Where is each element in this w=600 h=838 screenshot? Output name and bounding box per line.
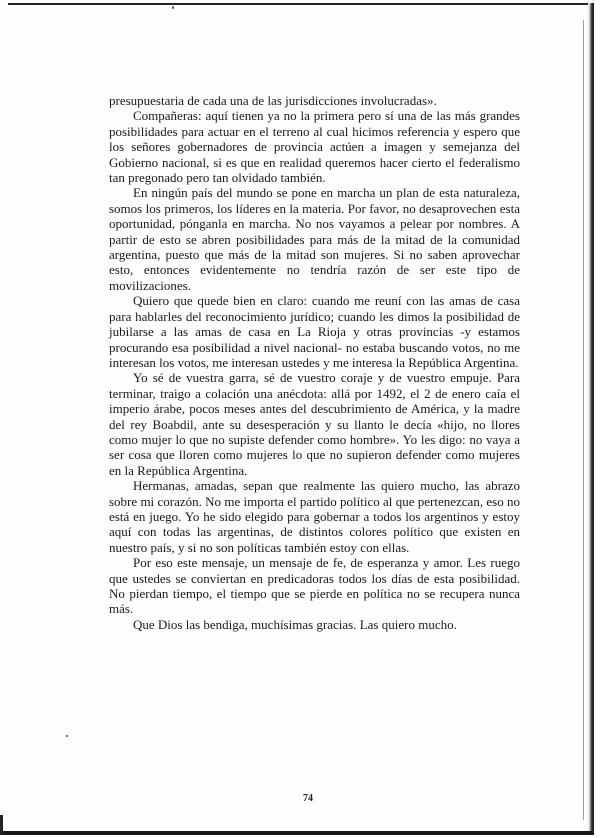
- paragraph: Compañeras: aquí tienen ya no la primera pero sí una de las más grandes posibilidades para actuar en el terreno al cual hicimos referencia y espero que los señores gobernadores de provincia actúen a imagen y semejanza del Gobierno nacional, si es que en realidad queremos hacer cierto el federalismo tan pregonado pero tan olvidado también.: [109, 108, 520, 186]
- scan-edge-top: [8, 3, 593, 5]
- paragraph: Hermanas, amadas, sepan que realmente las quiero mucho, las abrazo sobre mi corazón. No me importa el partido político al que pertenezcan, eso no está en juego. Yo he sido elegido para gobernar a todos los argentinos y estoy aquí con todas las argentinas, de distintos colores político que existen en nuestro país, y si no son políticas también estoy con ellas.: [109, 478, 520, 555]
- scan-edge-left: [0, 815, 3, 835]
- paragraph: Yo sé de vuestra garra, sé de vuestro coraje y de vuestro empuje. Para terminar, traigo a colación una anécdota: allá por 1492, el 2 de enero caía el imperio árabe, pocos meses antes del descubrimiento de América, y la madre del rey Boabdil, ante su desesperación y su llanto le decía «hijo, no llores como mujer lo que no supiste defender como hombre». Yo les digo: no vaya a ser cosa que lloren como mujeres lo que no supieron defender como mujeres en la República Argentina.: [109, 370, 520, 478]
- scan-edge-right: [588, 3, 594, 833]
- body-text: [109, 93, 520, 632]
- scan-speck: [172, 6, 174, 9]
- scan-speck: [66, 735, 68, 737]
- paragraph: En ningún país del mundo se pone en marcha un plan de esta naturaleza, somos los primeros, los líderes en la materia. Por favor, no desaprovechen esta oportunidad, pónganla en marcha. No nos vayamos a pelear por nombres. A partir de esto se abren posibilidades para más de la mitad de la comunidad argentina, puesto que más de la mitad son mujeres. Si no saben aprovechar esto, entonces evidentemente no tendría razón de ser este tipo de movilizaciones.: [109, 185, 520, 293]
- scan-edge-bottom: [0, 831, 594, 835]
- page-number: 74: [303, 793, 313, 804]
- paragraph: Que Dios las bendiga, muchísimas gracias. Las quiero mucho.: [133, 616, 457, 632]
- scan-edge-right-line: [583, 20, 584, 820]
- paragraph: presupuestaria de cada una de las jurisdicciones involucradas».: [109, 93, 437, 108]
- paragraph: Quiero que quede bien en claro: cuando me reuní con las amas de casa para hablarles del reconocimiento jurídico; cuando les dimos la posibilidad de jubilarse a las amas de casa en La Rioja y otras provincias -y estamos procurando esa posibilidad a nivel nacional- no estaba buscando votos, no me interesan los votos, me interesan ustedes y me interesa la República Argentina.: [109, 293, 520, 370]
- paragraph: Por eso este mensaje, un mensaje de fe, de esperanza y amor. Les ruego que ustedes se conviertan en predicadoras todos los días de esta posibilidad. No pierdan tiempo, el tiempo que se pierde en política no se recupera nunca más.: [109, 555, 520, 617]
